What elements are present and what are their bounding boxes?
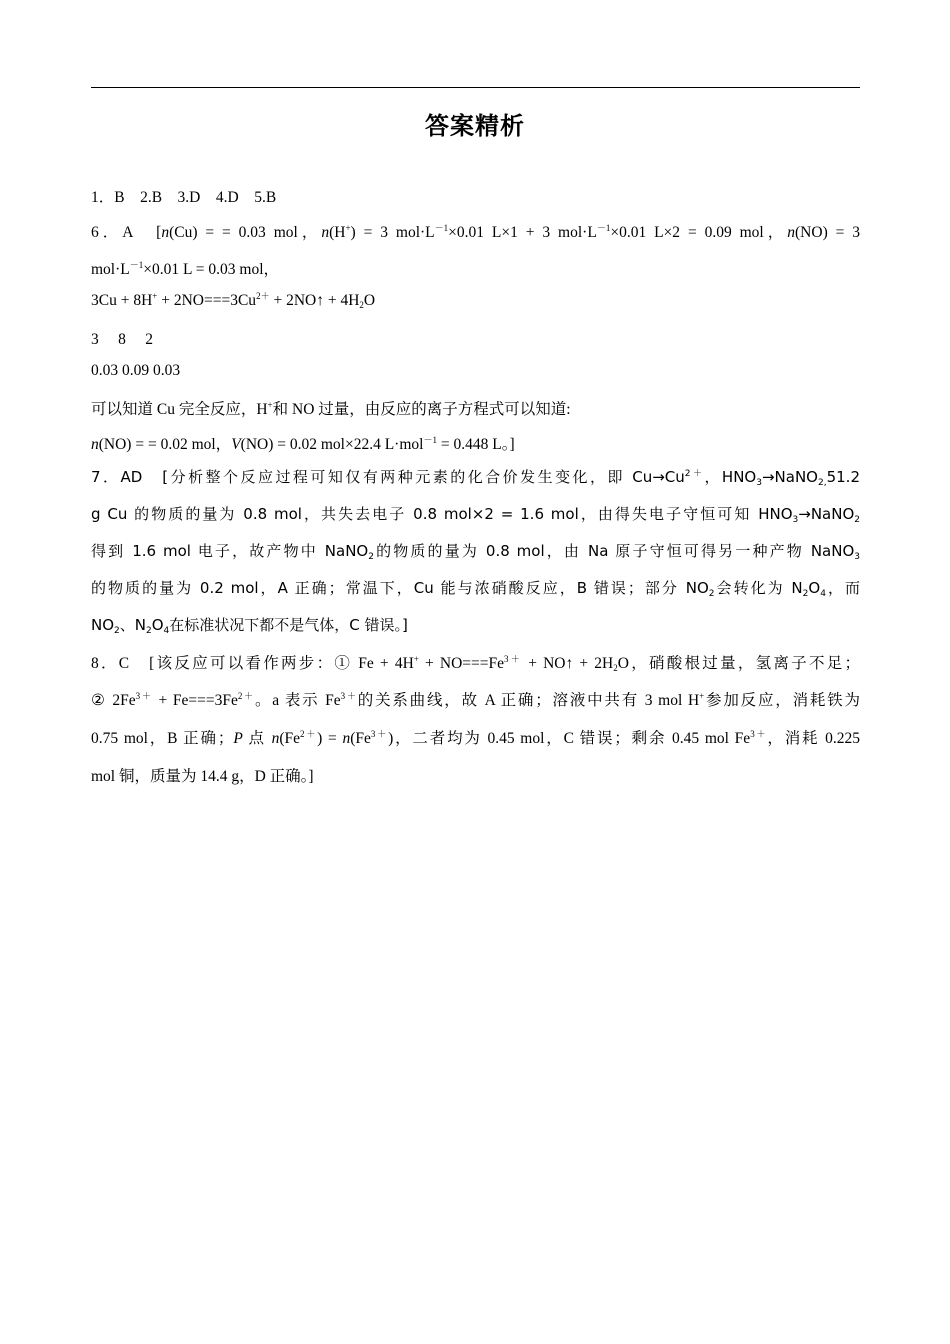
q6-line-7: n(NO) = = 0.02 mol，V(NO) = 0.02 mol×22.4 L·mol$^{-1}$ = 0.448 L。]	[91, 435, 515, 453]
q6-line-6: 可以知道 Cu 完全反应，H+和 NO 过量，由反应的离子方程式可以知道:	[91, 400, 571, 418]
q6-equation: $3Cu + 8H^+ + 2NO===3Cu^{2+}$ + 2NO↑ + $4H_2O$	[91, 291, 376, 310]
q8-line-4: mol 铜，质量为 14.4 g，D 正确。]	[91, 768, 314, 785]
q6-line-2: $mol\cdot L^{-1}\times 0.01$ L = 0.03 mol，	[91, 260, 280, 278]
q8-line-3: 0.75 mol，B 正确；P 点 $n(Fe^{2+}) = n(Fe^{3+})$，二者均为 0.45 mol，C 错误；剩余 0.45 mol $Fe^{3+}$，消耗 0.225	[91, 729, 860, 747]
q6-amounts: 0.03 0.09 0.03	[91, 362, 181, 379]
page-title: 答案精析	[425, 112, 525, 140]
q8-line-1: 8．C [该反应可以看作两步：① $Fe + 4H^+ + NO===Fe^{3+}$ + NO↑ + $2H_2O$，硝酸根过量，氢离子不足；	[91, 654, 860, 673]
answers-1-5: 1．B 2.B 3.D 4.D 5.B	[91, 189, 277, 206]
q7-line-2: g Cu 的物质的量为 0.8 mol，共失去电子 0.8 mol×2 = 1.6 mol，由得失电子守恒可知 $HNO_3\to NaNO_2$	[91, 505, 860, 525]
q6-line-1: 6．A [n(Cu) = = 0.03 mol，n(H+) = 3 $mol\cdot L^{-1}\times 0.01$ L×1 + 3 $mol\cdot L^{-1}\times 0.01$ L×2 = 0.09 mol，n(NO) = 3	[91, 223, 861, 241]
q6-coefficients: 3 8 2	[91, 331, 154, 348]
header-rule	[91, 87, 860, 88]
q7-line-4: 的物质的量为 0.2 mol，A 正确；常温下，Cu 能与浓硝酸反应，B 错误；部分 $NO_2$会转化为 $N_2O_4$，而	[91, 579, 860, 599]
q7-line-3: 得到 1.6 mol 电子，故产物中 NaNO$_2$的物质的量为 0.8 mol，由 Na 原子守恒可得另一种产物 NaNO$_3$	[91, 542, 861, 562]
q7-line-1: 7．AD [分析整个反应过程可知仅有两种元素的化合价发生变化，即 $Cu\to Cu^{2+}$，$HNO_3\to NaNO_{2,}51.2$	[91, 468, 860, 488]
q7-line-5: $NO_2$、$N_2O_4$在标准状况下都不是气体，C 错误。]	[91, 616, 408, 636]
q8-line-2: ② $2Fe^{3+} + Fe===3Fe^{2+}$。a 表示 $Fe^{3+}$的关系曲线，故 A 正确；溶液中共有 3 mol H+参加反应，消耗铁为	[91, 691, 860, 709]
